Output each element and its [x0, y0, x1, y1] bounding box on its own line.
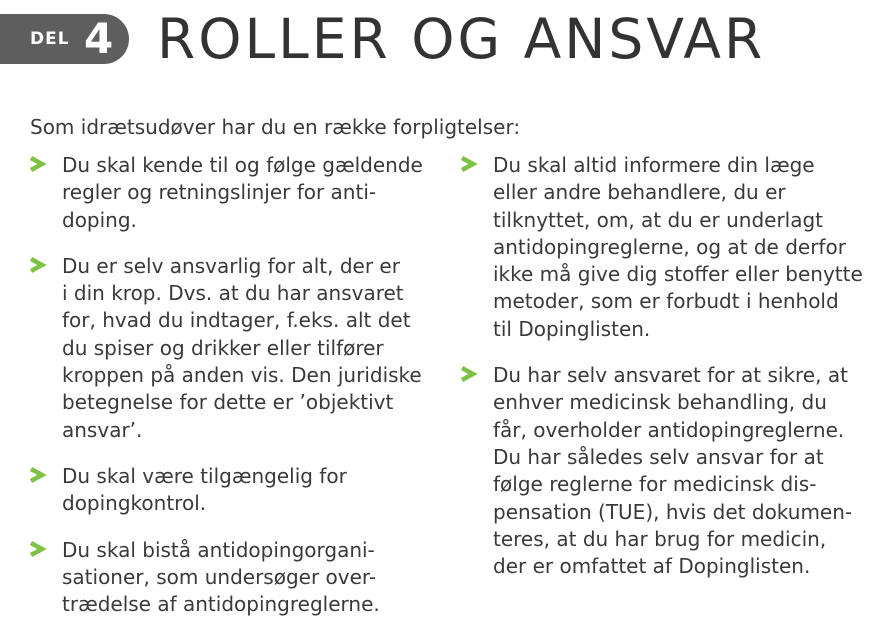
chevron-right-icon	[27, 539, 47, 559]
list-item	[458, 362, 878, 580]
left-column	[27, 152, 432, 637]
list-item-text: Du skal være tilgængelig for dopingkontrol.	[62, 463, 347, 516]
section-tag-label: DEL	[30, 29, 70, 49]
chevron-right-icon	[458, 364, 478, 384]
chevron-right-icon	[458, 154, 478, 174]
list-item	[27, 463, 432, 518]
section-tag	[0, 14, 129, 64]
list-item	[27, 152, 432, 234]
chevron-right-icon	[27, 154, 47, 174]
chevron-right-icon	[27, 465, 47, 485]
chevron-right-icon	[27, 255, 47, 275]
list-item-text: Du er selv ansvarlig for alt, der er i din krop. Dvs. at du har ansvaret for, hvad du indtager, f.eks. alt det du spiser og drikker eller tilfører kroppen på anden vis. Den juridiske betegnelse for dette er ’objektivt ansvar’.	[62, 253, 422, 442]
list-item	[27, 537, 432, 619]
list-item	[27, 253, 432, 444]
right-column	[458, 152, 878, 599]
list-item-text: Du skal altid informere din læge eller andre behandlere, du er tilknyttet, om, at du er underlagt antidopingreglerne, og at de derfor ikke må give dig stoffer eller benytte metoder, som er forbudt i henhold til Dopinglisten.	[493, 153, 863, 341]
page-title: ROLLER OG ANSVAR	[157, 7, 766, 71]
list-item-text: Du har selv ansvaret for at sikre, at enhver medicinsk behandling, du får, overholder antidopingreglerne. Du har således selv ansvar for at følge reglerne for medicinsk dis- pensation (TUE), hvis det dokumen- teres, at du har brug for medicin, der er omfattet af Dopinglisten.	[493, 363, 853, 579]
list-item	[458, 152, 878, 343]
list-item-text: Du skal kende til og følge gældende regler og retningslinjer for anti- doping.	[62, 153, 423, 232]
list-item-text: Du skal bistå antidopingorgani- sationer, som undersøger over- trædelse af antidopingreglerne.	[62, 537, 380, 617]
section-number: 4	[84, 14, 114, 63]
intro-text: Som idrætsudøver har du en række forpligtelser:	[30, 115, 521, 139]
